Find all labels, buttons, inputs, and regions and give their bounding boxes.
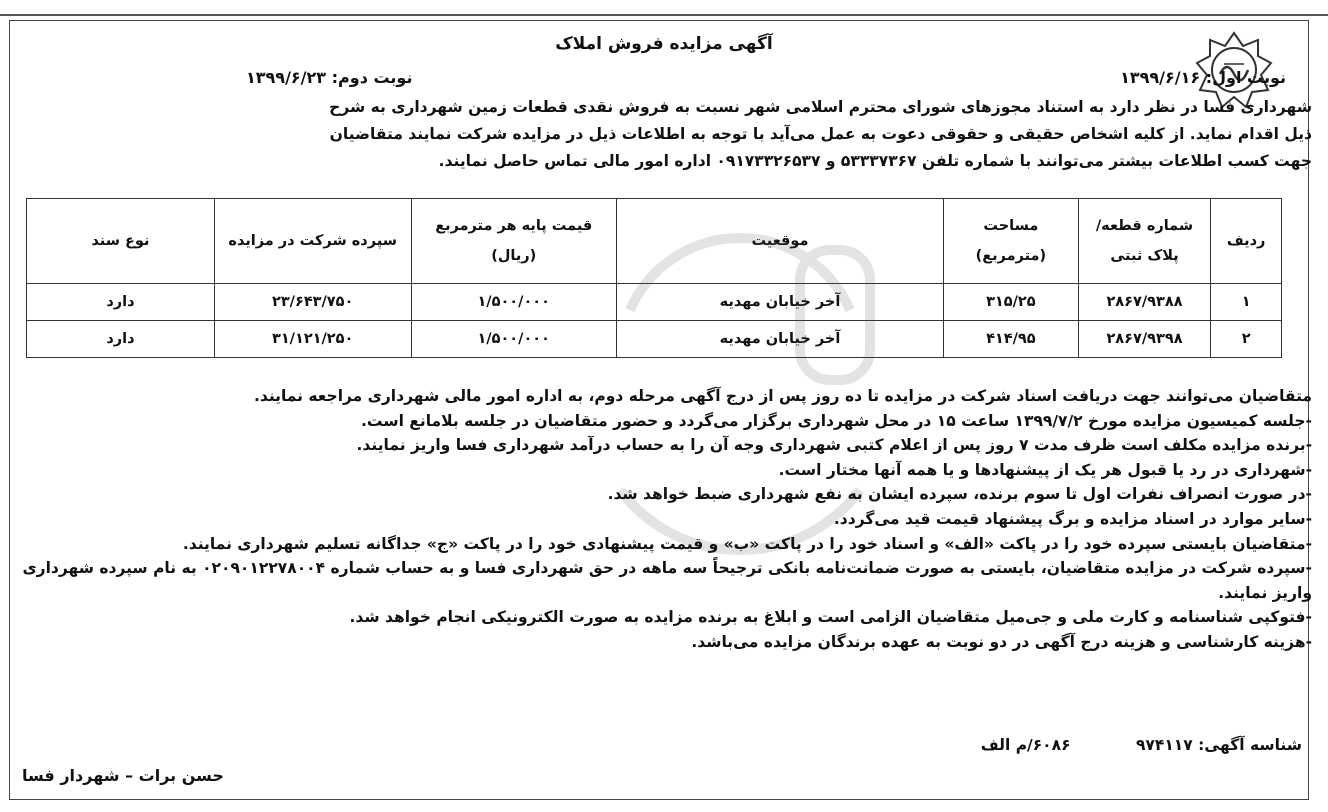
cell-document-type: دارد [27, 321, 215, 358]
intro-line: جهت کسب اطلاعات بیشتر می‌توانند با شماره تلفن ۵۳۳۳۷۳۶۷ و ۰۹۱۷۳۳۲۶۵۳۷ اداره امور مالی تماس حاصل نمایند. [438, 152, 1312, 170]
mayor-signature: حسن برات – شهردار فسا [22, 766, 224, 785]
ad-code: ۶۰۸۶/م الف [980, 736, 1071, 754]
ad-id: شناسه آگهی: ۹۷۴۱۱۷ [1135, 736, 1302, 754]
header-document-type: نوع سند [27, 199, 215, 284]
top-rule [0, 14, 1328, 16]
cell-plot-number: ۲۸۶۷/۹۳۹۸ [1078, 321, 1211, 358]
header-base-price: قیمت پایه هر مترمربع (ریال) [411, 199, 616, 284]
auction-table [26, 198, 1282, 358]
cell-base-price: ۱/۵۰۰/۰۰۰ [411, 284, 616, 321]
notice-title: آگهی مزایده فروش املاک [555, 34, 773, 54]
term-item: -در صورت انصراف نفرات اول تا سوم برنده، سپرده ایشان به نفع شهرداری ضبط خواهد شد. [607, 485, 1312, 504]
term-item: -شهرداری در رد یا قبول هر یک از پیشنهادها و یا همه آنها مختار است. [778, 460, 1312, 479]
term-item: -متقاضیان بایستی سپرده خود را در پاکت «الف» و اسناد خود را در پاکت «ب» و قیمت پیشنهادی خود را در پاکت «ج» جداگانه تسلیم شهرداری نمایند. [182, 534, 1312, 553]
table-header-row [27, 199, 1282, 284]
table-row [27, 321, 1282, 358]
header-location: موقعیت [616, 199, 943, 284]
cell-document-type: دارد [27, 284, 215, 321]
header-deposit: سپرده شرکت در مزایده [214, 199, 411, 284]
cell-deposit: ۲۳/۶۴۳/۷۵۰ [214, 284, 411, 321]
intro-line: ذیل اقدام نماید. از کلیه اشخاص حقیقی و حقوقی دعوت به عمل می‌آید با توجه به اطلاعات ذیل در مزایده شرکت نمایند متقاضیان [329, 125, 1312, 143]
table-row [27, 284, 1282, 321]
terms-list [14, 384, 1312, 655]
cell-row-number: ۱ [1211, 284, 1282, 321]
cell-location: آخر خیابان مهدیه [616, 321, 943, 358]
ad-identifier [981, 736, 1302, 754]
header-area: مساحت (مترمربع) [943, 199, 1078, 284]
header-row-number: ردیف [1211, 199, 1282, 284]
term-item: متقاضیان می‌توانند جهت دریافت اسناد شرکت در مزایده تا ده روز پس از درج آگهی مرحله دوم، به اداره امور مالی شهرداری مراجعه نمایند. [253, 387, 1312, 405]
first-round-date: نوبت اول: ۱۳۹۹/۶/۱۶ [1120, 68, 1286, 87]
term-item: -برنده مزایده مکلف است ظرف مدت ۷ روز پس از اعلام کتبی شهرداری وجه آن را به حساب درآمد شهرداری فسا واریز نمایند. [356, 436, 1312, 455]
intro-paragraph [20, 94, 1312, 175]
cell-plot-number: ۲۸۶۷/۹۳۸۸ [1078, 284, 1211, 321]
term-item: -هزینه کارشناسی و هزینه درج آگهی در دو نوبت به عهده برندگان مزایده می‌باشد. [691, 632, 1312, 651]
term-item: -فتوکپی شناسنامه و کارت ملی و جی‌میل متقاضیان الزامی است و ابلاغ به برنده مزایده به صورت الکترونیکی انجام خواهد شد. [349, 608, 1312, 627]
cell-area: ۳۱۵/۲۵ [943, 284, 1078, 321]
cell-row-number: ۲ [1211, 321, 1282, 358]
term-item: -سایر موارد در اسناد مزایده و برگ پیشنهاد قیمت قید می‌گردد. [833, 509, 1312, 528]
intro-line: شهرداری فسا در نظر دارد به استناد مجوزهای شورای محترم اسلامی شهر نسبت به فروش نقدی قطعات زمین شهرداری به شرح [329, 98, 1312, 116]
cell-area: ۴۱۴/۹۵ [943, 321, 1078, 358]
cell-location: آخر خیابان مهدیه [616, 284, 943, 321]
header-plot-number: شماره قطعه/ پلاک ثبتی [1078, 199, 1211, 284]
term-item: -سپرده شرکت در مزایده متقاضیان، بایستی به صورت ضمانت‌نامه بانکی ترجیحاً سه ماهه در حق شهرداری فسا و به حساب شماره ۰۲۰۹۰۱۲۲۷۸۰۰۴ به نام سپرده شهرداری واریز نمایند. [22, 559, 1312, 602]
term-item: -جلسه کمیسیون مزایده مورخ ۱۳۹۹/۷/۲ ساعت ۱۵ در محل شهرداری برگزار می‌گردد و حضور متقاضیان در جلسه بلامانع است. [361, 411, 1312, 430]
cell-base-price: ۱/۵۰۰/۰۰۰ [411, 321, 616, 358]
cell-deposit: ۳۱/۱۲۱/۲۵۰ [214, 321, 411, 358]
second-round-date: نوبت دوم: ۱۳۹۹/۶/۲۳ [246, 68, 413, 87]
